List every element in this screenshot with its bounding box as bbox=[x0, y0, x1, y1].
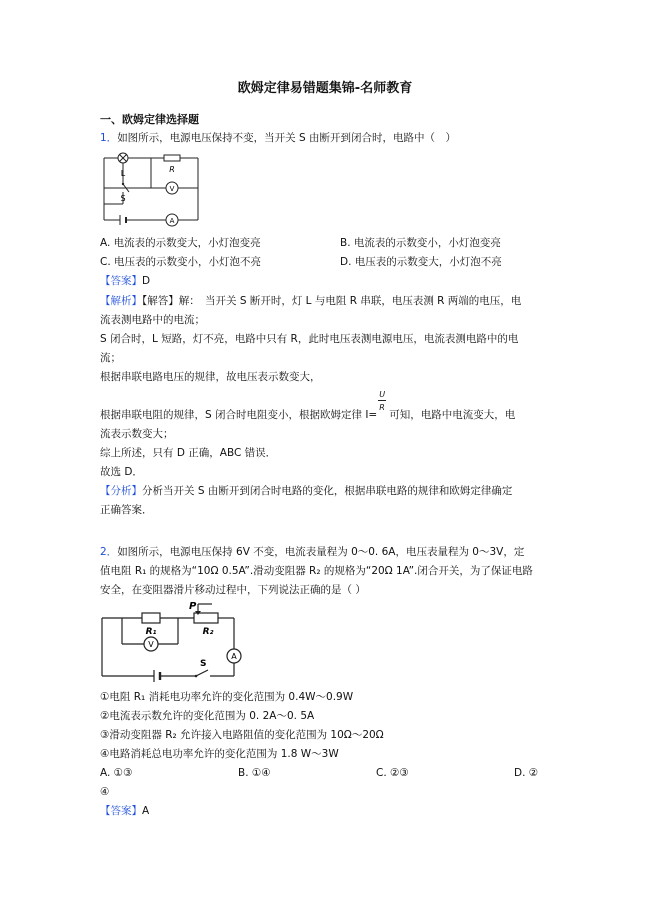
q1-ohm-law-line: 根据串联电阻的规律，S 闭合时电阻变小，根据欧姆定律 I= $\frac{U}{R}$ 可知，电路中电流变大，电 bbox=[100, 390, 516, 421]
battery-icon bbox=[154, 670, 160, 682]
q1-analysis-line-3: S 闭合时，L 短路，灯不亮，电路中只有 R，此时电压表测电源电压，电流表测电路中的电 bbox=[100, 333, 519, 345]
label-P: P bbox=[189, 601, 197, 612]
q1-option-c: C. 电压表的示数变小，小灯泡不亮 bbox=[100, 256, 262, 268]
question-number: 1． bbox=[100, 132, 118, 144]
circuit-diagram-1 bbox=[96, 148, 206, 228]
q1-analysis-line-1: 【解析】【解答】解： 当开关 S 断开时，灯 L 与电阻 R 串联，电压表测 R 两端的电压，电 bbox=[100, 295, 522, 307]
q2-option-b: B. ①④ bbox=[238, 767, 271, 779]
battery-icon bbox=[120, 215, 126, 225]
page-title: 欧姆定律易错题集锦-名师教育 bbox=[237, 81, 413, 96]
label-R1: R₁ bbox=[145, 627, 157, 637]
label-A: A bbox=[231, 652, 237, 661]
resistor-r2-icon bbox=[194, 613, 218, 623]
label-R2: R₂ bbox=[202, 627, 214, 637]
q1-option-b: B. 电流表的示数变小，小灯泡变亮 bbox=[340, 237, 501, 249]
resistor-r1-icon bbox=[142, 613, 160, 623]
q1-analysis-line-2: 流表测电路中的电流； bbox=[100, 314, 205, 326]
question-2-stem-3: 安全，在变阻器滑片移动过程中，下列说法正确的是（ ） bbox=[100, 584, 366, 596]
label-A: A bbox=[169, 217, 175, 225]
question-2-stem-1: 2．如图所示，电源电压保持 6V 不变，电流表量程为 0～0. 6A，电压表量程为 0～3V，定 bbox=[100, 546, 525, 558]
q1-analysis-line-8: 综上所述，只有 D 正确，ABC 错误． bbox=[100, 447, 277, 459]
lamp-icon bbox=[118, 153, 128, 163]
label-S: S bbox=[120, 194, 126, 203]
question-1-stem: 1．如图所示，电源电压保持不变，当开关 S 由断开到闭合时，电路中（ ） bbox=[100, 132, 457, 144]
label-S: S bbox=[200, 659, 207, 669]
q1-answer: 【答案】D bbox=[100, 275, 151, 287]
label-L: L bbox=[120, 169, 126, 178]
q2-statement-4: ④电路消耗总电功率允许的变化范围为 1.8 W～3W bbox=[100, 748, 339, 760]
q2-statement-1: ①电阻 R₁ 消耗电功率允许的变化范围为 0.4W～0.9W bbox=[100, 691, 354, 703]
q1-analysis-line-5: 根据串联电路电压的规律，故电压表示数变大， bbox=[100, 371, 321, 383]
q1-analysis-line-4: 流； bbox=[100, 352, 121, 364]
q1-fenxi-line-2: 正确答案． bbox=[100, 504, 153, 516]
q2-option-d: D. ② bbox=[514, 767, 539, 779]
question-2-stem-2: 值电阻 R₁ 的规格为“10Ω 0.5A”.滑动变阻器 R₂ 的规格为“20Ω 1A”.闭合开关，为了保证电路 bbox=[100, 565, 533, 577]
section-heading: 一、欧姆定律选择题 bbox=[100, 113, 199, 126]
circuit-diagram-2 bbox=[96, 600, 256, 682]
q2-option-a: A. ①③ bbox=[100, 767, 133, 779]
q1-analysis-line-9: 故选 D． bbox=[100, 466, 143, 478]
q1-analysis-line-7: 流表示数变大； bbox=[100, 428, 174, 440]
q1-option-d: D. 电压表的示数变大，小灯泡不亮 bbox=[340, 256, 502, 268]
label-V: V bbox=[148, 640, 154, 649]
q2-statement-3: ③滑动变阻器 R₂ 允许接入电路阻值的变化范围为 10Ω～20Ω bbox=[100, 729, 384, 741]
ohm-fraction: $\frac{U}{R}$ bbox=[379, 390, 386, 412]
question-number: 2． bbox=[100, 546, 118, 558]
q2-answer: 【答案】A bbox=[100, 805, 150, 817]
switch-icon bbox=[195, 670, 208, 677]
resistor-icon bbox=[164, 155, 180, 161]
q1-fenxi-line-1: 【分析】分析当开关 S 由断开到闭合时电路的变化，根据串联电路的规律和欧姆定律确定 bbox=[100, 485, 513, 497]
q2-statement-2: ②电流表示数允许的变化范围为 0. 2A～0. 5A bbox=[100, 710, 315, 722]
switch-icon bbox=[122, 183, 129, 192]
label-R: R bbox=[169, 165, 175, 174]
label-V: V bbox=[169, 185, 175, 193]
q2-option-d-wrap: ④ bbox=[100, 786, 110, 798]
q2-option-c: C. ②③ bbox=[376, 767, 409, 779]
q1-option-a: A. 电流表的示数变大，小灯泡变亮 bbox=[100, 237, 261, 249]
